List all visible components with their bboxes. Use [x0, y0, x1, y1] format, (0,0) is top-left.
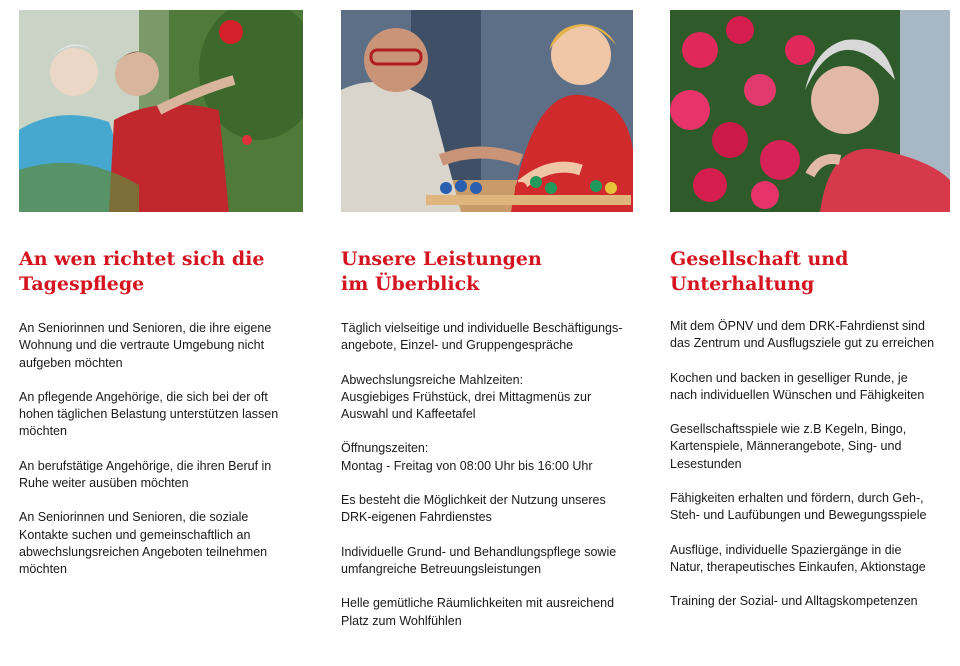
- opening-hours: [341, 440, 633, 475]
- text-line: angebote, Einzel- und Gruppengespräche: [341, 338, 574, 353]
- paragraph-list: [670, 318, 950, 628]
- paragraph-list: [341, 320, 633, 647]
- text-line: DRK-eigenen Fahrdienstes: [341, 510, 492, 525]
- paragraph: [670, 490, 950, 525]
- text-line: Täglich vielseitige und individuelle Beschäftigungs-: [341, 321, 623, 335]
- text-line: aufgeben möchten: [19, 355, 123, 370]
- text-line: Training der Sozial- und Alltagskompetenzen: [670, 594, 918, 609]
- text-line: Individuelle Grund- und Behandlungspflege sowie: [341, 544, 617, 559]
- paragraph: [19, 320, 303, 372]
- text-line: Öffnungszeiten:: [341, 441, 429, 456]
- paragraph: [341, 595, 633, 630]
- paragraph-list: [19, 320, 303, 596]
- text-line: das Zentrum und Ausflugsziele gut zu erreichen: [670, 336, 935, 351]
- text-line: Abwechslungsreiche Mahlzeiten:: [341, 372, 524, 387]
- text-line: Wohnung und die vertraute Umgebung nicht: [19, 338, 265, 353]
- text-line: Fähigkeiten erhalten und fördern, durch Geh-,: [670, 491, 924, 506]
- text-line: Kontakte suchen und gemeinschaftlich an: [19, 527, 251, 542]
- column-target-group: [19, 10, 303, 577]
- text-line: Kochen und backen in geselliger Runde, je: [670, 370, 908, 385]
- text-line: nach individuellen Wünschen und Fähigkeiten: [670, 387, 925, 402]
- column-social: [670, 10, 950, 609]
- text-line: Ausflüge, individuelle Spaziergänge in die: [670, 542, 902, 557]
- text-line: abwechslungsreichen Angeboten teilnehmen: [19, 544, 268, 559]
- paragraph: [19, 509, 303, 578]
- paragraph: [341, 372, 633, 424]
- text-line: Auswahl und Kaffeetafel: [341, 407, 476, 422]
- text-line: An Seniorinnen und Senioren, die soziale: [19, 510, 249, 525]
- photo-board-game: [341, 10, 633, 212]
- text-line: Montag - Freitag von 08:00 Uhr bis 16:00 Uhr: [341, 458, 593, 473]
- text-line: Natur, therapeutisches Einkaufen, Aktionstage: [670, 559, 926, 574]
- text-line: Es besteht die Möglichkeit der Nutzung unseres: [341, 493, 606, 508]
- text-line: hohen täglichen Belastung unterstützen lassen: [19, 407, 279, 422]
- text-line: umfangreiche Betreuungsleistungen: [341, 561, 542, 576]
- paragraph: [19, 389, 303, 441]
- photo-seniors-roses: [19, 10, 303, 212]
- text-line: An berufstätige Angehörige, die ihren Beruf in: [19, 458, 272, 473]
- paragraph: [341, 320, 633, 355]
- text-line: Platz zum Wohlfühlen: [341, 613, 462, 628]
- text-line: möchten: [19, 424, 67, 439]
- paragraph: [670, 370, 950, 405]
- paragraph: [670, 421, 950, 473]
- text-line: Mit dem ÖPNV und dem DRK-Fahrdienst sind: [670, 319, 925, 333]
- paragraph: [670, 593, 950, 610]
- text-line: möchten: [19, 562, 67, 577]
- paragraph: [670, 542, 950, 577]
- text-line: Lesestunden: [670, 456, 742, 471]
- heading-social: Gesellschaft und Unterhaltung: [670, 248, 849, 295]
- heading-target-group: An wen richtet sich die Tagespflege: [19, 248, 265, 295]
- paragraph: [19, 458, 303, 493]
- text-line: Steh- und Laufübungen und Bewegungsspiele: [670, 508, 927, 523]
- text-line: Kartenspiele, Männerangebote, Sing- und: [670, 439, 902, 454]
- paragraph: [341, 492, 633, 527]
- heading-services: Unsere Leistungen im Überblick: [341, 248, 542, 295]
- text-line: Gesellschaftsspiele wie z.B Kegeln, Bingo,: [670, 422, 907, 437]
- column-services: [341, 10, 633, 628]
- paragraph: [341, 544, 633, 579]
- text-line: Ausgiebiges Frühstück, drei Mittagmenüs zur: [341, 389, 592, 404]
- text-line: An pflegende Angehörige, die sich bei der oft: [19, 389, 268, 404]
- photo-senior-roses: [670, 10, 950, 212]
- text-line: An Seniorinnen und Senioren, die ihre eigene: [19, 321, 272, 335]
- text-line: Ruhe weiter ausüben möchten: [19, 476, 189, 491]
- text-line: Helle gemütliche Räumlichkeiten mit ausreichend: [341, 596, 615, 611]
- paragraph: [670, 318, 950, 353]
